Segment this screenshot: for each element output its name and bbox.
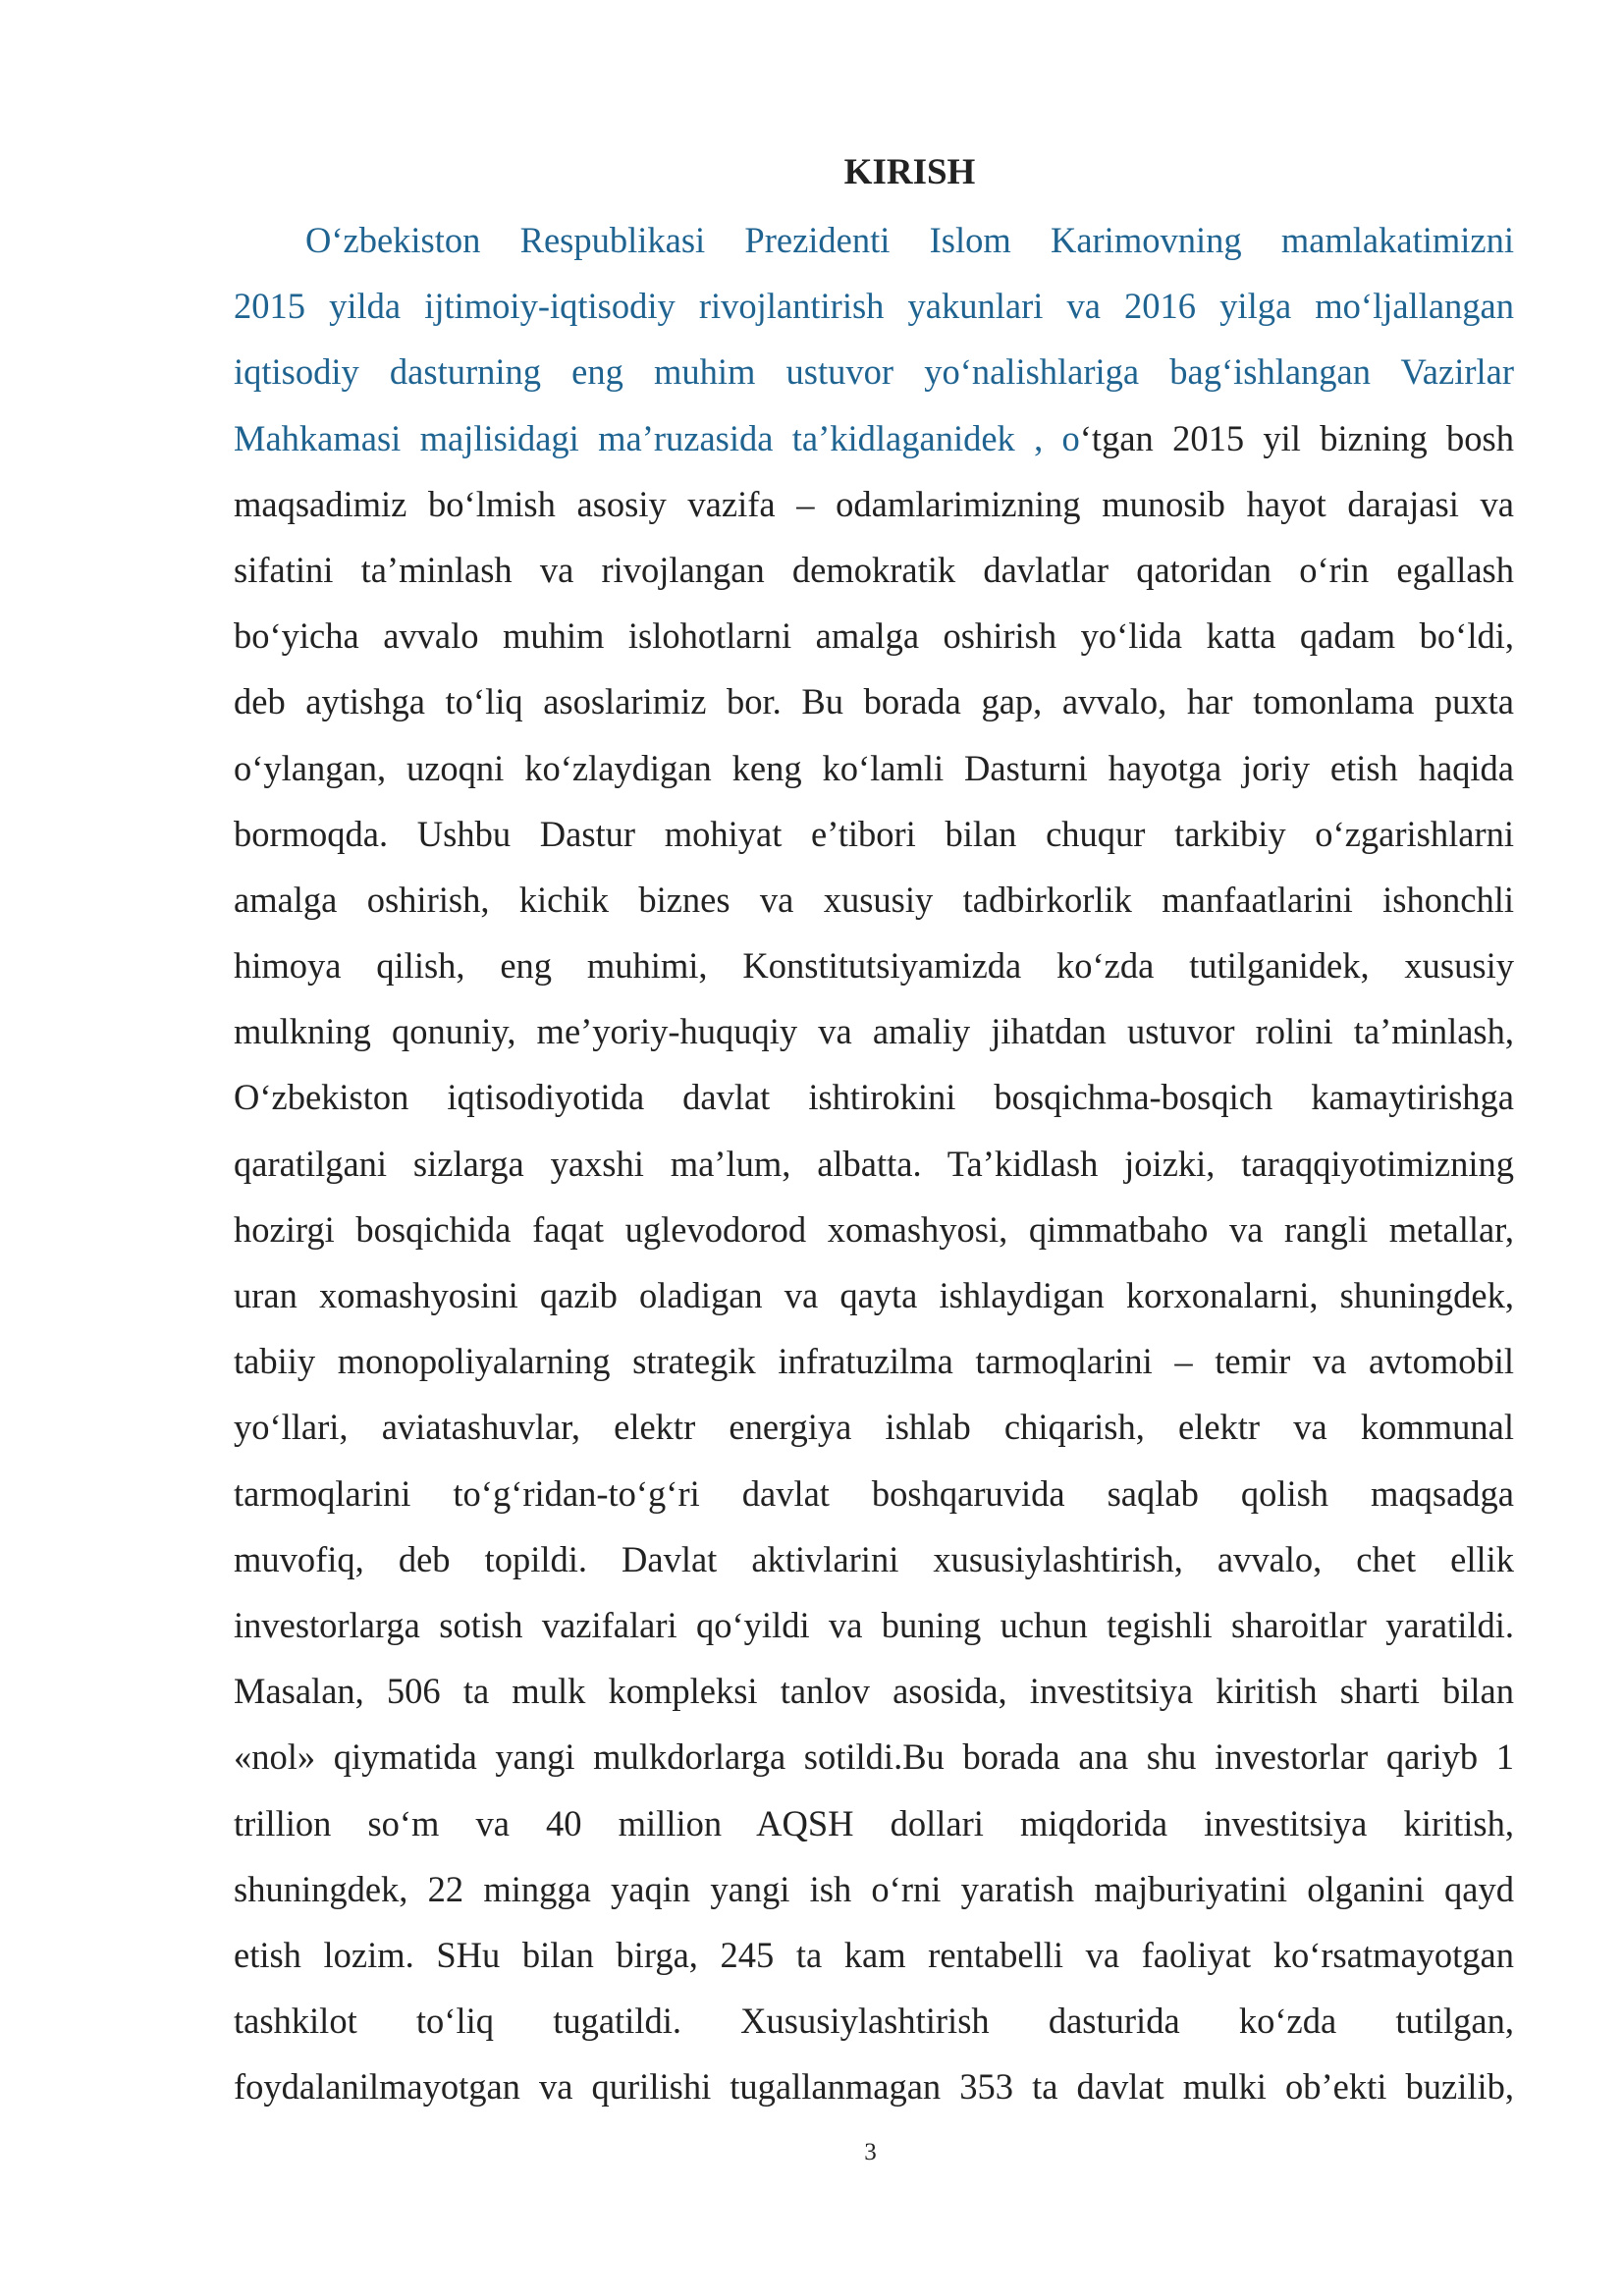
plain-text: shuningdek, 22 mingga yaqin yangi ish o‘rni yaratish majburiyatini olganini qayd [234,1868,1514,1909]
plain-text: investorlarga sotish vazifalari qo‘yildi va buning uchun tegishli sharoitlar yaratildi. [234,1604,1514,1645]
plain-text: O‘zbekiston iqtisodiyotida davlat ishtirokini bosqichma-bosqich kamaytirishga [234,1077,1514,1118]
text-line [234,867,1514,933]
plain-text: «nol» qiymatida yangi mulkdorlarga sotildi.Bu borada ana shu investorlar qariyb 1 [234,1736,1514,1778]
text-line [234,2054,1514,2119]
text-line [234,1988,1514,2054]
plain-text: mulkning qonuniy, me’yoriy-huquqiy va amaliy jihatdan ustuvor rolini ta’minlash, [234,1011,1514,1052]
highlighted-text: iqtisodiy dasturning eng muhim ustuvor yo‘nalishlariga bag‘ishlangan Vazirlar [234,351,1514,393]
plain-text: amalga oshirish, kichik biznes va xususiy tadbirkorlik manfaatlarini ishonchli [234,879,1514,920]
highlighted-text: 2015 yilda ijtimoiy-iqtisodiy rivojlantirish yakunlari va 2016 yilga mo‘ljallangan [234,286,1514,327]
text-line [234,1262,1514,1328]
text-line [234,603,1514,668]
plain-text: Masalan, 506 ta mulk kompleksi tanlov asosida, investitsiya kiritish sharti bilan [234,1671,1514,1712]
page-number: 3 [864,2139,877,2165]
text-line [234,801,1514,867]
text-line [234,537,1514,603]
plain-text: etish lozim. SHu bilan birga, 245 ta kam rentabelli va faoliyat ko‘rsatmayotgan [234,1934,1514,1975]
text-line [234,207,1514,273]
highlighted-text: O‘zbekiston Respublikasi Prezidenti Islom Karimovning mamlakatimizni [305,220,1514,260]
text-line [234,1461,1514,1526]
plain-text: tabiiy monopoliyalarning strategik infratuzilma tarmoqlarini – temir va avtomobil [234,1341,1514,1382]
plain-text: o‘ylangan, uzoqni ko‘zlaydigan keng ko‘lamli Dasturni hayotga joriy etish haqida [234,747,1514,788]
plain-text: bo‘yicha avvalo muhim islohotlarni amalga oshirish yo‘lida katta qadam bo‘ldi, [234,615,1514,657]
body-paragraph [234,207,1514,2119]
text-line [234,1131,1514,1197]
text-line [234,668,1514,734]
plain-text: ‘tgan 2015 yil bizning bosh [1079,417,1514,458]
text-line [234,471,1514,537]
text-line [234,1064,1514,1130]
plain-text: muvofiq, deb topildi. Davlat aktivlarini xususiylashtirish, avvalo, chet ellik [234,1538,1514,1579]
text-line [234,273,1514,339]
text-line [234,1592,1514,1658]
plain-text: deb aytishga to‘liq asoslarimiz bor. Bu borada gap, avvalo, har tomonlama puxta [234,681,1514,722]
text-line [234,1394,1514,1460]
plain-text: tarmoqlarini to‘g‘ridan-to‘g‘ri davlat boshqaruvida saqlab qolish maqsadga [234,1472,1514,1514]
text-line [234,998,1514,1064]
plain-text: bormoqda. Ushbu Dastur mohiyat e’tibori bilan chuqur tarkibiy o‘zgarishlarni [234,813,1514,854]
section-heading: KIRISH [843,152,976,192]
plain-text: sifatini ta’minlash va rivojlangan demokratik davlatlar qatoridan o‘rin egallash [234,549,1514,590]
plain-text: foydalanilmayotgan va qurilishi tugallanmagan 353 ta davlat mulki ob’ekti buzilib, [234,2066,1514,2108]
highlighted-text: Mahkamasi majlisidagi ma’ruzasida ta’kidlaganidek , o [234,417,1080,458]
plain-text: uran xomashyosini qazib oladigan va qayta ishlaydigan korxonalarni, shuningdek, [234,1275,1514,1315]
text-line [234,405,1514,471]
plain-text: himoya qilish, eng muhimi, Konstitutsiyamizda ko‘zda tutilganidek, xususiy [234,945,1514,987]
text-line [234,1856,1514,1922]
text-line [234,1724,1514,1789]
plain-text: maqsadimiz bo‘lmish asosiy vazifa – odamlarimizning munosib hayot darajasi va [234,483,1514,524]
text-line [234,1790,1514,1856]
plain-text: hozirgi bosqichida faqat uglevodorod xomashyosi, qimmatbaho va rangli metallar, [234,1208,1514,1250]
plain-text: yo‘llari, aviatashuvlar, elektr energiya ishlab chiqarish, elektr va kommunal [234,1407,1514,1448]
plain-text: qaratilgani sizlarga yaxshi ma’lum, albatta. Ta’kidlash joizki, taraqqiyotimizning [234,1143,1514,1184]
text-line [234,1328,1514,1394]
text-line [234,735,1514,801]
plain-text: trillion so‘m va 40 million AQSH dollari miqdorida investitsiya kiritish, [234,1802,1514,1843]
text-line [234,339,1514,404]
text-line [234,1922,1514,1988]
text-line [234,1658,1514,1724]
text-line [234,1197,1514,1262]
plain-text: tashkilot to‘liq tugatildi. Xususiylashtirish dasturida ko‘zda tutilgan, [234,2001,1514,2042]
text-line [234,1526,1514,1592]
text-line [234,933,1514,998]
